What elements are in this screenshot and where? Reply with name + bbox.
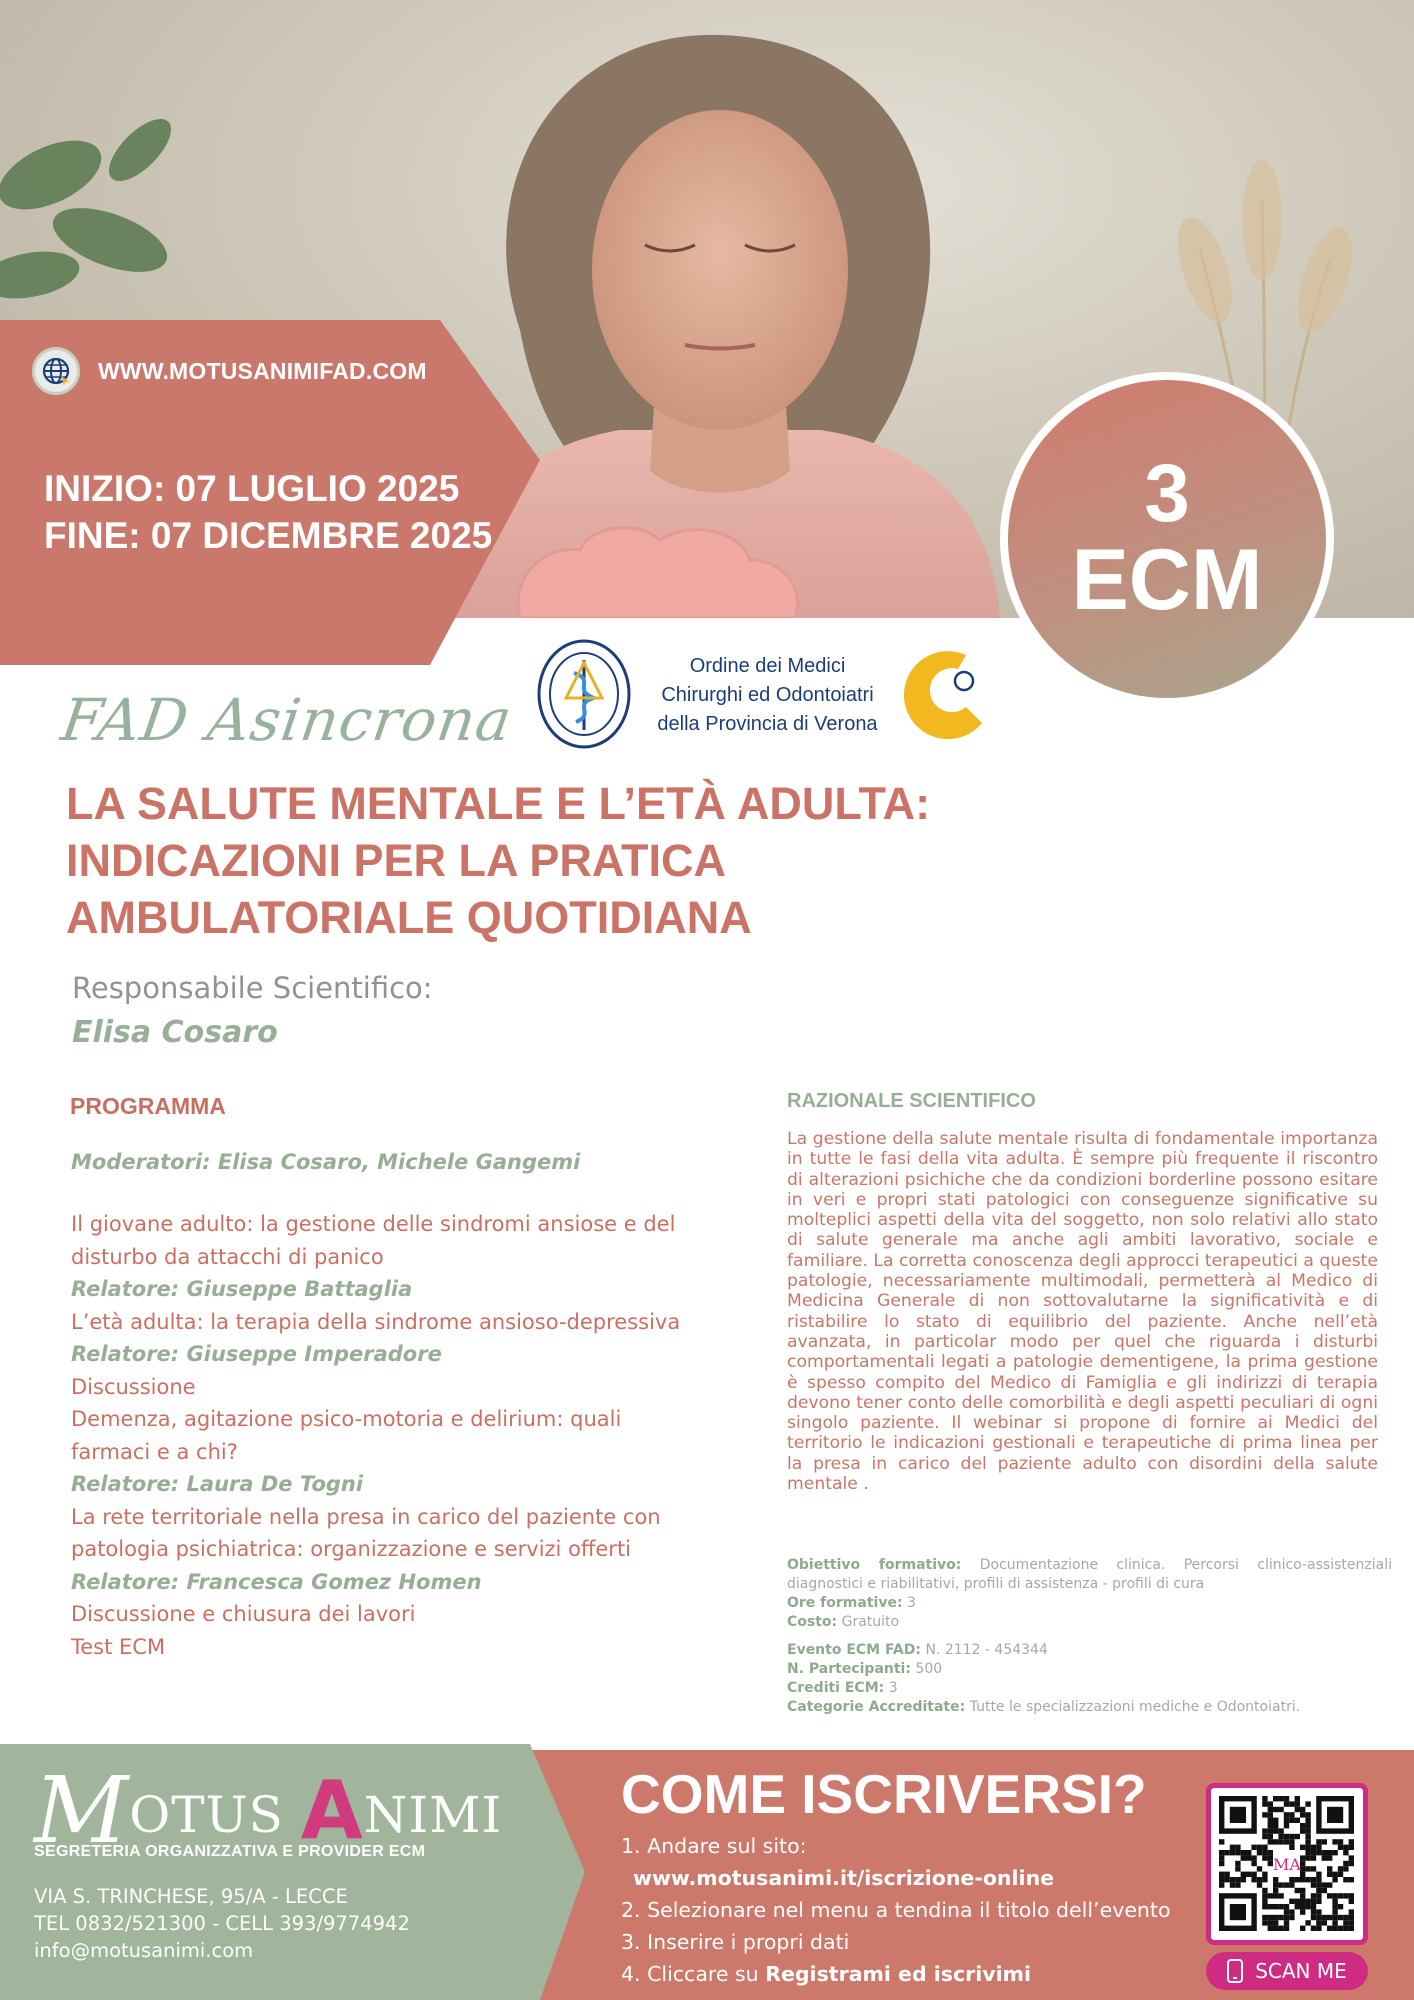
course-title: [66, 775, 1066, 946]
talk-line: Test ECM: [71, 1634, 166, 1659]
info-costo: [787, 1613, 1392, 1632]
talk-line: La rete territoriale nella presa in carico del paziente con patologia psichiatrica: organizzazione e servizi offerti: [71, 1504, 661, 1561]
talk-line: Discussione: [71, 1374, 196, 1399]
razionale-text: La gestione della salute mentale risulta di fondamentale importanza in tutte le fasi della vita adulta. È sempre più frequente il riscontro di alterazioni psichiche che da condizioni borderline possono esitare in veri e propri stati patologici con conseguenze significative su molteplici aspetti della vita del soggetto, non solo relativi allo stato di salute generale ma anche agli ambiti lavorativo, sociale e familiare. La corretta conoscenza degli approcci terapeutici a queste patologie, necessariamente multimodali, permetterà al Medico di Medicina Generale di non sottovalutarne la significatività e di ristabilire lo stato di equilibrio del paziente. Anche nell’età avanzata, in particolar modo per quel che riguarda i disturbi comportamentali legati a patologie dementigene, la prima gestione è spesso compito del Medico di Famiglia e gli indirizzi di terapia devono tener conto delle comorbilità e degli aspetti peculiari di ogni singolo paziente. Il webinar si propone di fornire ai Medici del territorio le indicazioni gestionali e terapeutiche di prima linea per la presa in carico del paziente adulto con disordini della salute mentale .: [787, 1129, 1378, 1495]
ore-label: Ore formative:: [787, 1595, 903, 1611]
obiettivo-value: Documentazione clinica. Percorsi clinico-assistenziali diagnostici e riabilitativi, profili di assistenza - profili di cura: [787, 1557, 1392, 1592]
ore-value: 3: [907, 1595, 916, 1611]
qr-code-pattern: [1211, 1788, 1363, 1940]
ordine-medici-logo-text: [640, 652, 895, 739]
speaker-line: Relatore: Laura De Togni: [71, 1472, 364, 1496]
moderatori-line: Moderatori: Elisa Cosaro, Michele Gangemi: [71, 1150, 581, 1174]
globe-icon: [32, 347, 80, 395]
programma-heading: PROGRAMMA: [70, 1093, 226, 1119]
responsabile-label: Responsabile Scientifico:: [72, 971, 433, 1005]
talk-line: L’età adulta: la terapia della sindrome ansioso-depressiva: [71, 1309, 681, 1334]
email-link[interactable]: info@motusanimi.com: [34, 1939, 254, 1962]
costo-label: Costo:: [787, 1614, 838, 1630]
speaker-line: Relatore: Giuseppe Imperadore: [71, 1342, 442, 1366]
address: VIA S. TRINCHESE, 95/A - LECCE: [34, 1885, 348, 1908]
evento-label: Evento ECM FAD:: [787, 1642, 921, 1658]
talk-line: Discussione e chiusura dei lavori: [71, 1602, 416, 1626]
scan-me-button[interactable]: [1206, 1952, 1368, 1990]
info-ore: [787, 1594, 1392, 1613]
ordine-line-2: Chirurghi ed Odontoiatri: [661, 684, 874, 706]
scan-me-label: SCAN ME: [1255, 1959, 1347, 1983]
fad-format-label: FAD Asincrona: [57, 686, 517, 754]
responsabile-name: Elisa Cosaro: [72, 1015, 278, 1050]
obiettivo-label: Obiettivo formativo:: [787, 1557, 962, 1573]
ordine-seal-icon: [536, 638, 632, 750]
title-line-2: INDICAZIONI PER LA PRATICA: [66, 835, 726, 886]
ecm-credits-number: 3: [1144, 448, 1190, 539]
info-partecipanti: [787, 1660, 1392, 1679]
partecipanti-label: N. Partecipanti:: [787, 1661, 911, 1677]
qr-code-icon[interactable]: [1206, 1783, 1368, 1945]
segreteria-label: SEGRETERIA ORGANIZZATIVA E PROVIDER ECM: [34, 1843, 426, 1860]
categorie-label: Categorie Accreditate:: [787, 1699, 966, 1715]
crediti-value: 3: [888, 1680, 898, 1696]
categorie-value: Tutte le specializzazioni mediche e Odontoiatri.: [969, 1699, 1301, 1715]
step-3: 3. Inserire i propri dati: [621, 1930, 850, 1954]
speaker-line: Relatore: Francesca Gomez Homen: [71, 1569, 482, 1594]
ecm-credits-label: ECM: [1071, 532, 1263, 628]
contacts-block: [34, 1883, 410, 1964]
start-date: INIZIO: 07 LUGLIO 2025: [44, 468, 460, 509]
info-categorie: [787, 1698, 1392, 1717]
info-evento: [787, 1641, 1392, 1660]
registration-steps: [621, 1830, 1171, 1990]
ordine-secondary-logo-icon: [904, 647, 1000, 743]
website-link[interactable]: WWW.MOTUSANIMIFAD.COM: [98, 357, 427, 384]
event-dates: [44, 465, 492, 559]
speaker-line: Relatore: Giuseppe Battaglia: [71, 1277, 413, 1301]
programma-list: [71, 1208, 691, 1663]
website-row[interactable]: [32, 346, 427, 396]
phone-icon: [1227, 1959, 1243, 1983]
razionale-heading: RAZIONALE SCIENTIFICO: [787, 1090, 1036, 1112]
ordine-line-3: della Provincia di Verona: [657, 713, 878, 735]
ecm-badge: [1000, 372, 1334, 706]
step-2: 2. Selezionare nel menu a tendina il titolo dell’evento: [621, 1898, 1171, 1922]
motus-animi-logo: MOTUS ANIMI: [34, 1757, 503, 1864]
crediti-label: Crediti ECM:: [787, 1680, 885, 1696]
step-4: 4. Cliccare su Registrami ed iscrivimi: [621, 1962, 1032, 1986]
talk-line: Il giovane adulto: la gestione delle sindromi ansiose e del disturbo da attacchi di panico: [71, 1212, 676, 1269]
evento-value: N. 2112 - 454344: [925, 1642, 1048, 1658]
end-date: FINE: 07 DICEMBRE 2025: [44, 515, 493, 556]
title-line-1: LA SALUTE MENTALE E L’ETÀ ADULTA:: [66, 778, 931, 829]
talk-line: Demenza, agitazione psico-motoria e delirium: quali farmaci e a chi?: [71, 1407, 622, 1464]
registration-url-link[interactable]: www.motusanimi.it/iscrizione-online: [633, 1866, 1055, 1890]
registrami-button-label: Registrami ed iscrivimi: [765, 1962, 1032, 1986]
title-line-3: AMBULATORIALE QUOTIDIANA: [66, 892, 752, 943]
partecipanti-value: 500: [915, 1661, 943, 1677]
svg-text:MA: MA: [1273, 1855, 1301, 1874]
phone-numbers: TEL 0832/521300 - CELL 393/9774942: [34, 1912, 410, 1935]
info-crediti: [787, 1679, 1392, 1698]
step-1: 1. Andare sul sito:: [621, 1834, 807, 1858]
ordine-line-1: Ordine dei Medici: [689, 655, 846, 677]
info-obiettivo: [787, 1556, 1392, 1594]
come-iscriversi-heading: COME ISCRIVERSI?: [621, 1763, 1147, 1825]
costo-value: Gratuito: [841, 1614, 900, 1630]
